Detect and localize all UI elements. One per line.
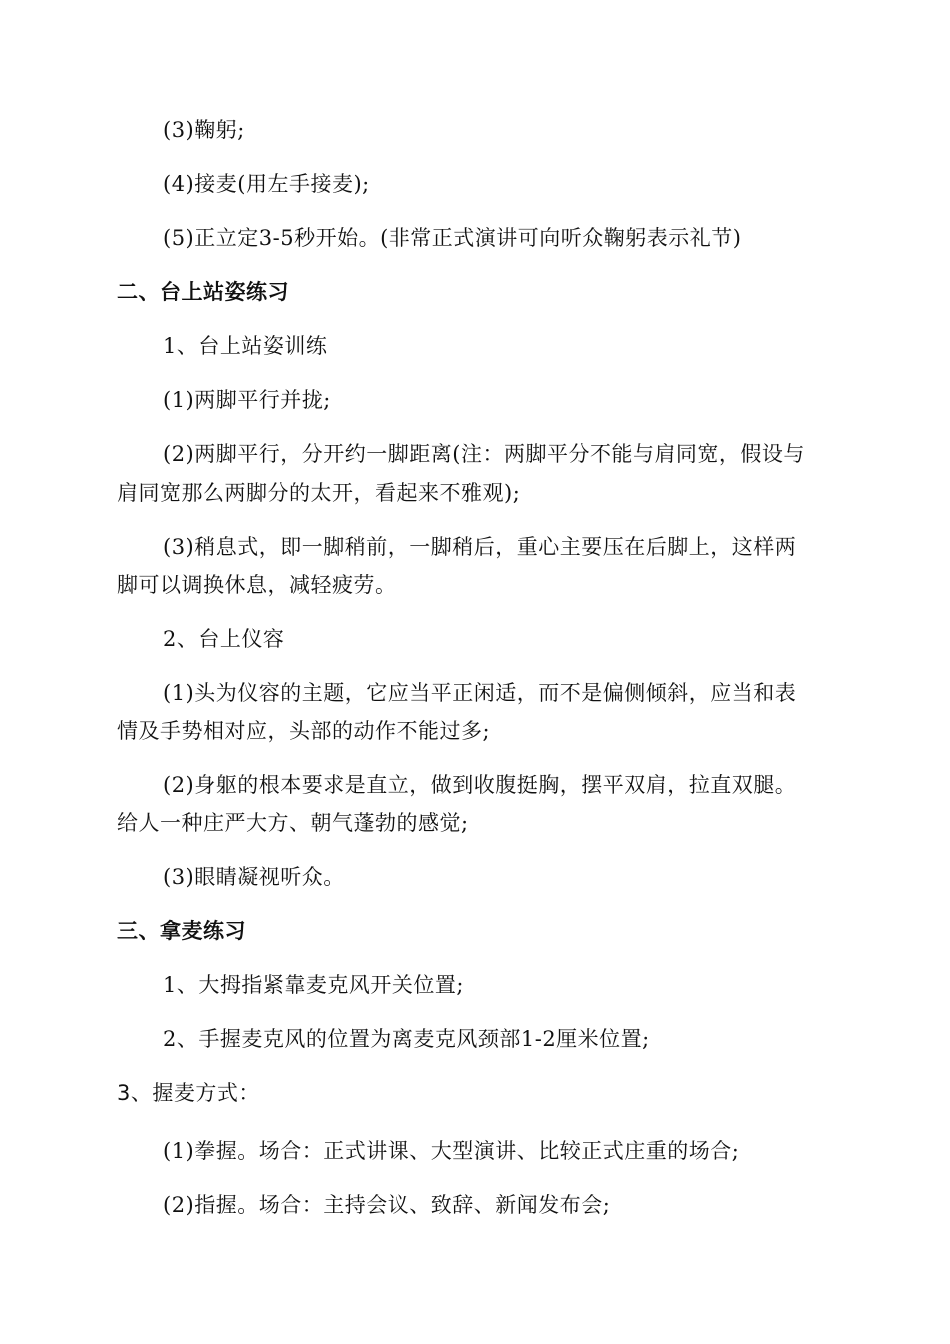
- list-item-eyes: (3)眼睛凝视听众。: [163, 865, 345, 889]
- list-item-body: (2)身躯的根本要求是直立，做到收腹挺胸，摆平双肩，拉直双腿。: [163, 773, 797, 797]
- list-item-thumb: 1、大拇指紧靠麦克风开关位置;: [163, 973, 464, 997]
- list-item-body-cont: 给人一种庄严大方、朝气蓬勃的感觉;: [117, 811, 469, 835]
- list-item-take-mic: (4)接麦(用左手接麦);: [163, 172, 370, 196]
- list-item-feet-apart: (2)两脚平行，分开约一脚距离(注：两脚平分不能与肩同宽，假设与: [163, 442, 805, 466]
- list-item-head-cont: 情及手势相对应，头部的动作不能过多;: [117, 719, 491, 743]
- list-item-head: (1)头为仪容的主题，它应当平正闲适，而不是偏侧倾斜，应当和表: [163, 681, 797, 705]
- subheading-posture-training: 1、台上站姿训练: [163, 334, 328, 358]
- list-item-finger-grip: (2)指握。场合：主持会议、致辞、新闻发布会;: [163, 1193, 611, 1217]
- list-item-grip-position: 2、手握麦克风的位置为离麦克风颈部1-2厘米位置;: [163, 1027, 650, 1051]
- section-heading-mic-practice: 三、拿麦练习: [117, 919, 246, 943]
- list-item-bow: (3)鞠躬;: [163, 118, 245, 142]
- list-item-feet-together: (1)两脚平行并拢;: [163, 388, 331, 412]
- section-heading-stage-posture: 二、台上站姿练习: [117, 280, 289, 304]
- list-item-stand-still: (5)正立定3-5秒开始。(非常正式演讲可向听众鞠躬表示礼节): [163, 226, 742, 250]
- subheading-grip-methods: 3、握麦方式：: [117, 1081, 260, 1105]
- list-item-fist-grip: (1)拳握。场合：正式讲课、大型演讲、比较正式庄重的场合;: [163, 1139, 740, 1163]
- list-item-feet-apart-cont: 肩同宽那么两脚分的太开，看起来不雅观);: [117, 481, 521, 505]
- subheading-stage-appearance: 2、台上仪容: [163, 627, 285, 651]
- list-item-at-ease: (3)稍息式，即一脚稍前，一脚稍后，重心主要压在后脚上，这样两: [163, 535, 797, 559]
- list-item-at-ease-cont: 脚可以调换休息，减轻疲劳。: [117, 573, 397, 597]
